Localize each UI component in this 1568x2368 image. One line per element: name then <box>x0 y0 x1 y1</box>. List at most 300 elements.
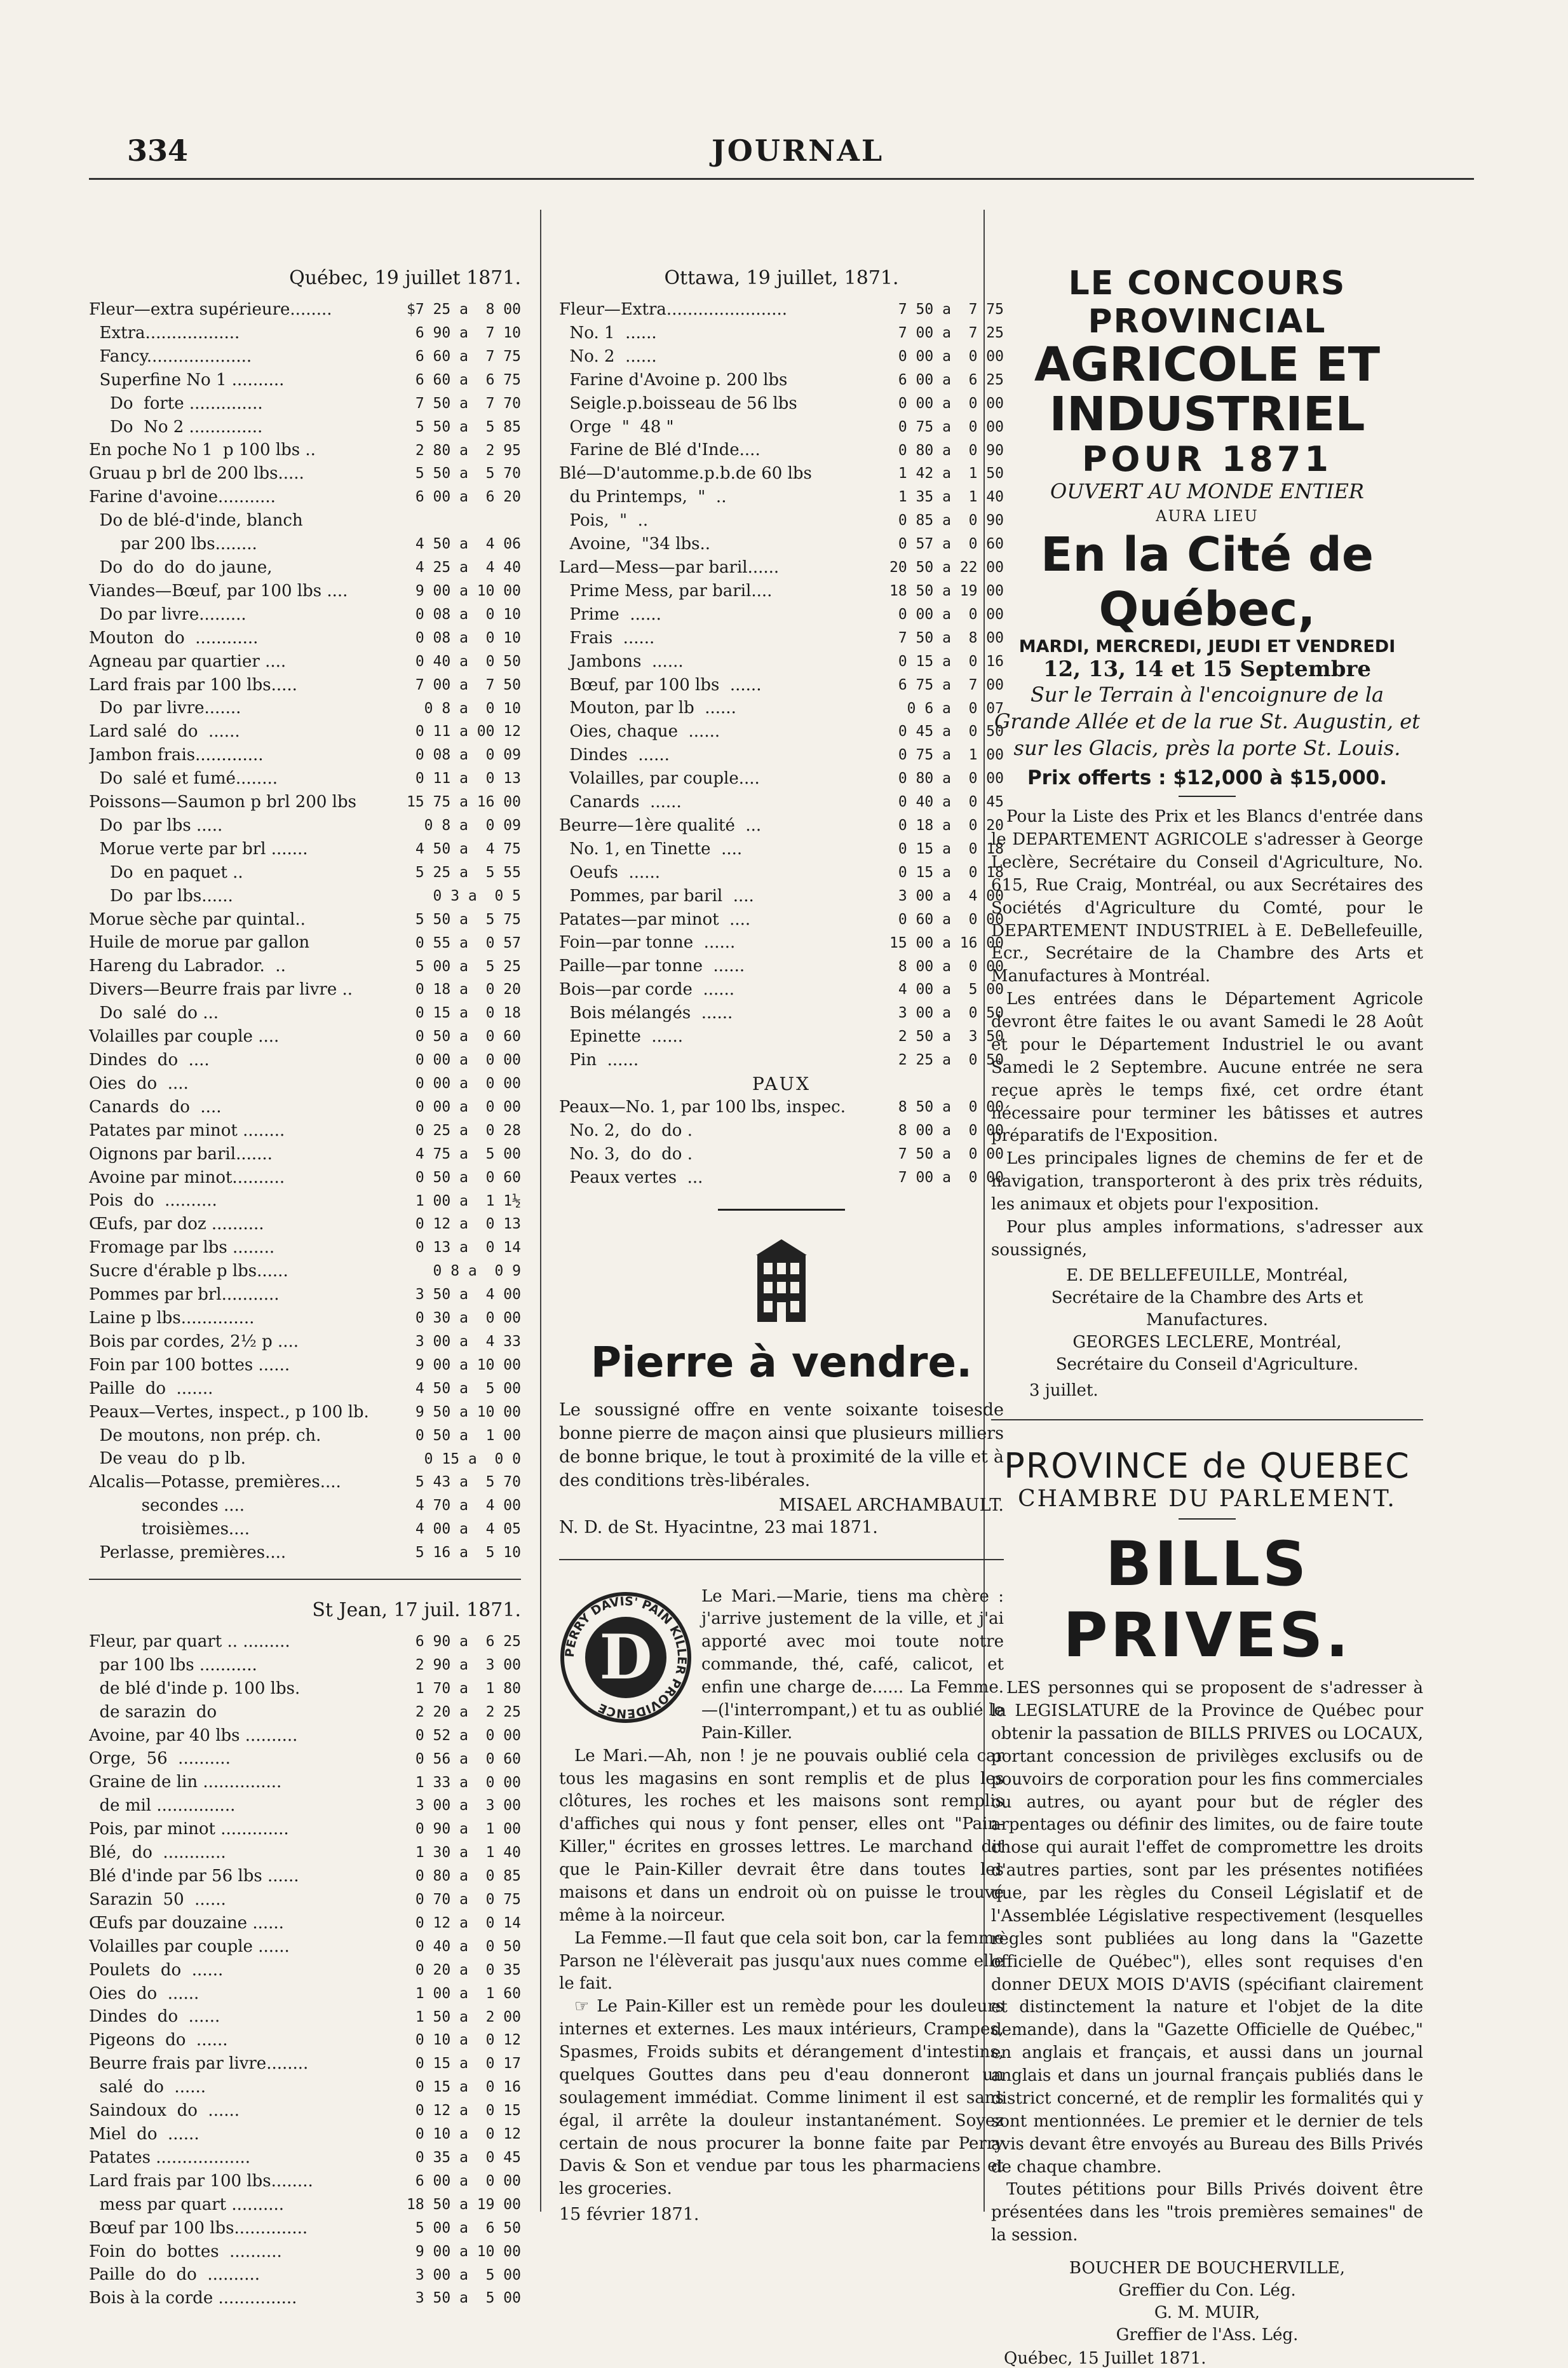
price-row <box>89 1049 521 1072</box>
concours-city: En la Cité de Québec, <box>1040 527 1374 637</box>
price-value: 0 75 a 0 00 <box>898 418 1004 435</box>
price-item: Peaux—No. 1, par 100 lbs, inspec. <box>559 1097 846 1117</box>
price-item: Do forte .............. <box>89 393 263 413</box>
price-item: De moutons, non prép. ch. <box>89 1426 321 1445</box>
price-row <box>89 767 521 791</box>
price-row <box>89 322 521 345</box>
price-row <box>89 650 521 674</box>
price-value: 0 3 a 0 5 <box>433 887 521 904</box>
price-value: 6 00 a 0 00 <box>415 2172 521 2189</box>
price-item: Gruau p brl de 200 lbs..... <box>89 464 304 484</box>
price-item: Blé d'inde par 56 lbs ...... <box>89 1867 299 1886</box>
price-item: Saindoux do ...... <box>89 2101 240 2121</box>
price-value: 2 50 a 3 50 <box>898 1028 1004 1045</box>
price-item: Farine de Blé d'Inde.... <box>559 440 760 460</box>
ottawa-dateline: Ottawa, 19 juillet, 1871. <box>664 267 899 289</box>
price-row <box>559 650 1004 674</box>
price-row <box>89 1189 521 1213</box>
price-value: 5 50 a 5 75 <box>415 911 521 928</box>
price-row <box>89 580 521 603</box>
price-value: 0 00 a 0 00 <box>898 348 1004 365</box>
price-row <box>89 1424 521 1448</box>
price-value: 4 75 a 5 00 <box>415 1145 521 1162</box>
quebec-dateline: Québec, 19 juillet 1871. <box>289 267 521 289</box>
price-item: Volailles, par couple.... <box>559 769 760 789</box>
price-item: Prime Mess, par baril.... <box>559 581 773 601</box>
price-row <box>89 1330 521 1354</box>
price-value: 3 00 a 4 33 <box>415 1333 521 1350</box>
price-row <box>89 1307 521 1330</box>
price-value: 0 80 a 0 00 <box>898 770 1004 787</box>
price-item: Do en paquet .. <box>89 862 243 882</box>
price-value: 4 50 a 4 06 <box>415 536 521 553</box>
price-item: de mil ............... <box>89 1796 236 1816</box>
price-value: 7 50 a 8 00 <box>898 629 1004 646</box>
price-value: $7 25 a 8 00 <box>406 301 521 318</box>
price-value: 0 25 a 0 28 <box>415 1122 521 1139</box>
price-value: 0 08 a 0 09 <box>415 747 521 764</box>
price-value: 8 00 a 0 00 <box>898 1122 1004 1139</box>
price-item: Paille do do .......... <box>89 2265 260 2285</box>
price-item: Bois à la corde ............... <box>89 2289 297 2308</box>
price-row <box>559 298 1004 322</box>
stjean-price-rows <box>89 1630 521 2310</box>
price-item: Avoine, par 40 lbs .......... <box>89 1725 298 1745</box>
price-item: Epinette ...... <box>559 1027 683 1047</box>
price-value: 0 8 a 0 10 <box>424 700 521 717</box>
price-value: 0 56 a 0 60 <box>415 1750 521 1767</box>
price-row <box>89 885 521 908</box>
running-title: JOURNAL <box>712 133 884 168</box>
price-row <box>89 1794 521 1818</box>
price-item: Prime ...... <box>559 604 661 624</box>
price-row <box>559 416 1004 439</box>
price-row <box>89 1236 521 1260</box>
price-value: 0 18 a 0 20 <box>898 817 1004 834</box>
price-row <box>559 885 1004 908</box>
price-row <box>89 1072 521 1096</box>
price-row <box>89 1654 521 1677</box>
concours-dates: 12, 13, 14 et 15 Septembre <box>1043 657 1372 683</box>
price-row <box>559 838 1004 861</box>
price-item: Agneau par quartier .... <box>89 651 287 671</box>
price-row <box>89 2263 521 2287</box>
price-item: Morue verte par brl ....... <box>89 839 308 859</box>
bills-p1: LES personnes qui se proposent de s'adresser à la LEGISLATURE de la Province de Québec pour obtenir la passation de BILLS PRIVES ou LOCAUX, portant concession de privilèges exclusifs ou de pouvoirs de corporation pour les fins commerciales ou autres, ou ayant pour but de régler des arpentages ou définir des limites, ou de faire toute chose qui aurait l'effet de compromettre les droits d'autres parties, sont par les présentes notifiées que, par les règles du Conseil Législatif et de l'Assemblée Législative respectivement (lesquelles règles sont publiées au long dans la "Gazette officielle de Québec"), elles sont requises d'en donner DEUX MOIS D'AVIS (spécifiant clairement et distinctement la nature et l'objet de la dite demande), dans la "Gazette Officielle de Québec," en anglais et français, et aussi dans un journal anglais et dans un journal français publiés dans le district concerné, et de remplir les formalités qui y sont mentionnées. Le premier et le dernier de tels avis devant être envoyés au Bureau des Bills Privés de chaque chambre. <box>991 1678 1423 2177</box>
price-item: Pin ...... <box>559 1051 639 1070</box>
price-item: Do No 2 .............. <box>89 417 263 437</box>
price-item: Blé, do ............ <box>89 1843 226 1863</box>
price-value: 0 30 a 0 00 <box>415 1310 521 1327</box>
pierre-date: N. D. de St. Hyacintne, 23 mai 1871. <box>559 1517 878 1537</box>
price-row <box>559 1143 1004 1166</box>
price-value: 7 00 a 7 25 <box>898 325 1004 342</box>
price-item: Paille—par tonne ...... <box>559 956 745 976</box>
price-row <box>89 486 521 509</box>
price-value: 15 75 a 16 00 <box>406 794 521 811</box>
price-row <box>559 861 1004 885</box>
price-value: 4 00 a 4 05 <box>415 1521 521 1538</box>
price-row <box>89 439 521 462</box>
price-value: 0 52 a 0 00 <box>415 1727 521 1744</box>
price-item: Graine de lin ............... <box>89 1773 282 1792</box>
price-item: Bois par cordes, 2½ p .... <box>89 1331 299 1351</box>
price-row <box>559 955 1004 978</box>
paux-price-table <box>559 1096 1004 1190</box>
price-row <box>559 1119 1004 1143</box>
price-item: Fromage par lbs ........ <box>89 1238 275 1258</box>
price-value: 2 25 a 0 50 <box>898 1052 1004 1069</box>
price-item: Jambons ...... <box>559 651 684 671</box>
price-row <box>559 345 1004 369</box>
price-value: 5 50 a 5 70 <box>415 465 521 482</box>
price-value: 0 6 a 0 07 <box>907 700 1004 717</box>
price-item: Morue sèche par quintal.. <box>89 909 306 929</box>
price-row <box>559 322 1004 345</box>
price-value: 0 00 a 0 00 <box>415 1075 521 1092</box>
price-row <box>89 509 521 533</box>
price-row <box>89 345 521 369</box>
price-row <box>559 1049 1004 1072</box>
price-value: 0 90 a 1 00 <box>415 1821 521 1838</box>
price-row <box>559 627 1004 650</box>
price-item: Do par lbs ..... <box>89 815 228 835</box>
price-value: 0 15 a 0 0 <box>424 1450 521 1467</box>
price-item: Bœuf, par 100 lbs ...... <box>559 675 762 695</box>
price-item: Paille do ....... <box>89 1378 213 1398</box>
price-row <box>89 1213 521 1236</box>
pierre-headline: Pierre à vendre. <box>590 1337 973 1387</box>
price-row <box>89 1771 521 1794</box>
price-item: No. 2 ...... <box>559 346 657 366</box>
price-value: 5 25 a 5 55 <box>415 864 521 881</box>
price-value: 4 50 a 4 75 <box>415 840 521 857</box>
price-value: 0 10 a 0 12 <box>415 2126 521 2143</box>
painkiller-p3: La Femme.—Il faut que cela soit bon, car la femme Parson ne l'élèverait pas jusqu'aux nues comme elle le fait. <box>559 1928 1004 1994</box>
price-row <box>89 2123 521 2146</box>
price-value: 0 15 a 0 16 <box>898 653 1004 670</box>
price-item: Fleur—Extra....................... <box>559 300 788 319</box>
signer-title: Secrétaire de la Chambre des Arts et Manufactures. <box>1051 1288 1363 1330</box>
price-item: de blé d'inde p. 100 lbs. <box>89 1678 301 1698</box>
price-item: Do do do do jaune, <box>89 557 273 577</box>
bills-chambre: CHAMBRE DU PARLEMENT. <box>1018 1486 1396 1513</box>
price-value: 7 00 a 7 50 <box>415 676 521 693</box>
price-row <box>559 486 1004 509</box>
price-value: 1 50 a 2 00 <box>415 2008 521 2025</box>
signer-name: G. M. MUIR, <box>1154 2303 1260 2323</box>
price-value: 0 40 a 0 45 <box>898 794 1004 811</box>
price-item: Fleur, par quart .. ......... <box>89 1631 290 1651</box>
painkiller-seal-icon <box>559 1591 693 1724</box>
price-row <box>89 1143 521 1166</box>
price-value: 6 60 a 6 75 <box>415 371 521 388</box>
price-item: Œufs, par doz .......... <box>89 1215 264 1234</box>
painkiller-date: 15 février 1871. <box>559 2205 700 2225</box>
price-item: Perlasse, premières.... <box>89 1543 287 1563</box>
price-row <box>89 2217 521 2240</box>
price-value: 3 00 a 3 00 <box>415 1797 521 1814</box>
price-value: 7 00 a 0 00 <box>898 1169 1004 1186</box>
price-value: 5 00 a 5 25 <box>415 958 521 975</box>
price-value: 0 00 a 0 00 <box>898 606 1004 623</box>
price-row <box>559 1096 1004 1119</box>
price-row <box>559 603 1004 627</box>
paux-heading: PAUX <box>752 1073 811 1094</box>
price-item: Farine d'Avoine p. 200 lbs <box>559 370 788 390</box>
price-value: 7 50 a 7 70 <box>415 395 521 412</box>
price-value <box>374 509 521 533</box>
price-row <box>559 369 1004 392</box>
price-item: par 200 lbs........ <box>89 534 257 554</box>
price-value: 0 60 a 0 00 <box>898 911 1004 928</box>
price-value: 1 42 a 1 50 <box>898 465 1004 482</box>
price-row <box>89 1982 521 2006</box>
concours-year: POUR 1871 <box>1081 439 1332 480</box>
price-item: Foin do bottes .......... <box>89 2242 282 2261</box>
bills-signers <box>991 2257 1423 2346</box>
price-value: 0 75 a 1 00 <box>898 747 1004 764</box>
price-value: 5 16 a 5 10 <box>415 1544 521 1562</box>
price-item: Beurre frais par livre........ <box>89 2054 309 2074</box>
seal-letter: D <box>599 1621 652 1693</box>
price-item: Do salé do ... <box>89 1004 219 1023</box>
price-value: 3 50 a 5 00 <box>415 2290 521 2307</box>
price-row <box>559 697 1004 720</box>
price-row <box>89 697 521 720</box>
price-row <box>89 931 521 955</box>
painkiller-p1: Le Mari.—Marie, tiens ma chère : j'arrive justement de la ville, et j'ai apporté avec moi toute notre commande, thé, café, calicot, et enfin une charge de...... La Femme.—(l'interrompant,) et tu as oublié le Pain-Killer. <box>701 1586 1004 1743</box>
price-row <box>89 1518 521 1541</box>
price-row <box>559 556 1004 580</box>
painkiller-ad <box>559 1586 1004 2225</box>
price-row <box>559 462 1004 486</box>
price-item: Mouton, par lb ...... <box>559 698 736 718</box>
price-row <box>89 2287 521 2310</box>
price-value: 0 00 a 0 00 <box>898 395 1004 412</box>
price-value: 0 55 a 0 57 <box>415 934 521 951</box>
signer-name: E. DE BELLEFEUILLE, Montréal, <box>1066 1265 1348 1285</box>
price-row <box>89 744 521 767</box>
price-item: Mouton do ............ <box>89 628 259 648</box>
price-row <box>89 814 521 838</box>
price-item: Œufs par douzaine ...... <box>89 1913 284 1933</box>
price-value: 9 00 a 10 00 <box>415 583 521 599</box>
price-row <box>89 1959 521 1982</box>
bills-p2: Toutes pétitions pour Bills Privés doivent être présentées dans les "trois premières semaines" de la session. <box>991 2180 1423 2245</box>
price-row <box>559 1025 1004 1049</box>
signer-name: BOUCHER DE BOUCHERVILLE, <box>1069 2259 1346 2278</box>
price-value: 15 00 a 16 00 <box>889 934 1004 951</box>
left-column <box>89 203 521 2310</box>
price-item: Oeufs ...... <box>559 862 661 882</box>
price-item: Patates .................. <box>89 2147 250 2167</box>
price-item: Miel do ...... <box>89 2124 199 2144</box>
price-row <box>89 1724 521 1748</box>
price-item: Laine p lbs.............. <box>89 1308 255 1328</box>
price-value: 0 80 a 0 85 <box>415 1868 521 1885</box>
concours-subtitle: AGRICOLE ET INDUSTRIEL <box>1034 337 1381 442</box>
price-row <box>559 580 1004 603</box>
price-item: Lard—Mess—par baril...... <box>559 557 780 577</box>
ottawa-price-table <box>559 298 1004 1072</box>
price-row <box>89 1166 521 1190</box>
price-item: Pois, " .. <box>559 511 649 531</box>
painkiller-p4: ☞ Le Pain-Killer est un remède pour les douleurs internes et externes. Les maux intérieurs, Crampes, Spasmes, Froids subits et dérangement d'intestins, quelques Gouttes dans peu d'eau donneront un soulagement immédiat. Comme liniment il est sans égal, il arrête la douleur instantanément. Soyez certain de nous procurer la bonne faite par Perry Davis & Son et vendue par tous les pharmaciens et les groceries. <box>559 1997 1004 2199</box>
price-item: Pigeons do ...... <box>89 2031 228 2050</box>
price-item: Lard frais par 100 lbs..... <box>89 675 297 695</box>
price-value: 0 50 a 1 00 <box>415 1427 521 1444</box>
price-value: 5 50 a 5 85 <box>415 418 521 435</box>
price-value: 8 00 a 0 00 <box>898 958 1004 975</box>
price-row <box>89 1541 521 1565</box>
price-value: 3 00 a 4 00 <box>898 887 1004 904</box>
price-value: 0 15 a 0 16 <box>415 2079 521 2096</box>
price-row <box>89 1354 521 1377</box>
price-value: 20 50 a 22 00 <box>889 559 1004 576</box>
price-item: Patates par minot ........ <box>89 1120 285 1140</box>
seal-ring-text: PERRY DAVIS' PAIN KILLER PROVIDENCE <box>562 1594 689 1720</box>
price-row <box>559 791 1004 814</box>
price-value: 0 20 a 0 35 <box>415 1961 521 1978</box>
price-item: Do par livre....... <box>89 698 241 718</box>
price-value: 1 00 a 1 1½ <box>415 1192 521 1209</box>
price-row <box>559 392 1004 416</box>
price-row <box>89 861 521 885</box>
price-value: 0 40 a 0 50 <box>415 653 521 670</box>
price-row <box>89 627 521 650</box>
price-row <box>559 908 1004 932</box>
price-value: 0 15 a 0 18 <box>898 864 1004 881</box>
price-row <box>89 1401 521 1424</box>
price-item: Oies do ...... <box>89 1984 199 2003</box>
section-rule <box>89 1579 521 1580</box>
price-item: Huile de morue par gallon <box>89 933 310 953</box>
price-value: 0 12 a 0 13 <box>415 1216 521 1233</box>
price-row <box>89 1818 521 1841</box>
price-item: Do par lbs...... <box>89 886 233 906</box>
concours-prizes: Prix offerts : $12,000 à $15,000. <box>1027 766 1388 790</box>
price-row <box>559 509 1004 533</box>
price-item: secondes .... <box>89 1496 245 1516</box>
pierre-body: Le soussigné offre en vente soixante toisesde bonne pierre de maçon ainsi que plusieurs milliers de bonne brique, le tout à proximité de la ville et à des conditions très-libérales. <box>559 1399 1004 1491</box>
price-value: 18 50 a 19 00 <box>406 2196 521 2213</box>
price-row <box>89 2193 521 2217</box>
stjean-dateline: St Jean, 17 juil. 1871. <box>312 1598 521 1621</box>
price-row <box>89 1747 521 1771</box>
price-item: Orge " 48 " <box>559 417 674 437</box>
price-value: 3 00 a 5 00 <box>415 2266 521 2283</box>
house-icon <box>750 1236 813 1325</box>
middle-column <box>559 203 1004 2224</box>
page-number: 334 <box>127 133 189 168</box>
price-item: Patates—par minot .... <box>559 909 751 929</box>
price-item: No. 1 ...... <box>559 323 657 343</box>
quebec-price-table <box>89 298 521 1565</box>
price-item: de sarazin do <box>89 1702 227 1722</box>
price-row <box>559 931 1004 955</box>
price-value: 6 90 a 7 10 <box>415 325 521 342</box>
price-item: Hareng du Labrador. .. <box>89 956 286 976</box>
concours-signers <box>991 1265 1423 1376</box>
price-item: No. 2, do do . <box>559 1120 693 1140</box>
price-value: 7 50 a 7 75 <box>898 301 1004 318</box>
concours-p1: Pour la Liste des Prix et les Blancs d'entrée dans le DEPARTEMENT AGRICOLE s'adresser à George Leclère, Secrétaire du Conseil d'Agriculture, No. 615, Rue Craig, Montréal, ou aux Secrétaires des Sociétés d'Agriculture du Comté, pour le DEPARTEMENT INDUSTRIEL à E. DeBellefeuille, Ecr., Secrétaire de la Chambre des Arts et Manufactures à Montréal. <box>991 807 1423 986</box>
price-value: 0 8 a 0 9 <box>433 1263 521 1280</box>
paux-price-rows <box>559 1096 1004 1190</box>
signer-title: Greffier de l'Ass. Lég. <box>1116 2325 1299 2345</box>
price-row <box>559 674 1004 697</box>
price-value: 0 08 a 0 10 <box>415 629 521 646</box>
concours-days: MARDI, MERCREDI, JEUDI ET VENDREDI <box>1018 637 1396 657</box>
price-row <box>89 1025 521 1049</box>
price-item: Volailles par couple .... <box>89 1027 280 1047</box>
price-value: 0 8 a 0 09 <box>424 817 521 834</box>
price-item: Pois do .......... <box>89 1191 217 1211</box>
price-value: 2 20 a 2 25 <box>415 1703 521 1720</box>
price-value: 18 50 a 19 00 <box>889 583 1004 599</box>
concours-open: OUVERT AU MONDE ENTIER <box>1050 479 1364 504</box>
price-value: 0 35 a 0 45 <box>415 2149 521 2166</box>
price-row <box>559 1002 1004 1025</box>
price-item: Lard salé do ...... <box>89 722 240 742</box>
price-value: 0 15 a 0 18 <box>898 840 1004 857</box>
price-value: 1 33 a 0 00 <box>415 1774 521 1791</box>
price-item: Fleur—extra supérieure........ <box>89 300 332 319</box>
price-row <box>559 1166 1004 1190</box>
price-item: Seigle.p.boisseau de 56 lbs <box>559 393 797 413</box>
price-value: 6 00 a 6 25 <box>898 371 1004 388</box>
stjean-price-table <box>89 1630 521 2310</box>
price-row <box>89 298 521 322</box>
concours-p2: Les entrées dans le Département Agricole devront être faites le ou avant Samedi le 28 Août et pour le Département Industriel le ou avant Samedi le 2 Septembre. Aucune entrée ne sera reçue après le temps fixé, cet ordre étant nécessaire pour terminer les bâtisses et autres préparatifs de l'Exposition. <box>991 990 1423 1146</box>
price-item: Foin—par tonne ...... <box>559 933 736 953</box>
price-row <box>559 744 1004 767</box>
price-item: salé do ...... <box>89 2078 206 2097</box>
price-value: 4 00 a 5 00 <box>898 981 1004 998</box>
price-row <box>559 814 1004 838</box>
price-item: Oies do .... <box>89 1073 189 1093</box>
price-item: No. 3, do do . <box>559 1144 693 1164</box>
price-value: 6 90 a 6 25 <box>415 1633 521 1650</box>
price-item: Canards ...... <box>559 793 682 812</box>
price-item: Sucre d'érable p lbs...... <box>89 1262 288 1281</box>
price-row <box>89 2146 521 2170</box>
price-row <box>89 908 521 932</box>
price-item: Lard frais par 100 lbs........ <box>89 2171 313 2191</box>
price-row <box>89 1447 521 1471</box>
price-value: 0 12 a 0 15 <box>415 2102 521 2120</box>
price-item: Dindes do .... <box>89 1051 210 1070</box>
price-row <box>89 416 521 439</box>
price-row <box>89 1119 521 1143</box>
concours-aura: AURA LIEU <box>1156 507 1259 526</box>
price-item: No. 1, en Tinette .... <box>559 839 743 859</box>
price-item: Frais ...... <box>559 628 655 648</box>
price-row <box>89 392 521 416</box>
price-item: mess par quart .......... <box>89 2194 285 2214</box>
price-row <box>89 1002 521 1025</box>
price-row <box>89 1630 521 1654</box>
price-value: 3 00 a 0 50 <box>898 1005 1004 1022</box>
price-item: Fancy.................... <box>89 346 252 366</box>
concours-title: LE CONCOURS PROVINCIAL <box>1068 264 1346 341</box>
price-row <box>89 2240 521 2264</box>
price-row <box>89 533 521 556</box>
price-row <box>89 674 521 697</box>
header-rule <box>89 178 1474 180</box>
section-rule <box>991 1419 1423 1420</box>
